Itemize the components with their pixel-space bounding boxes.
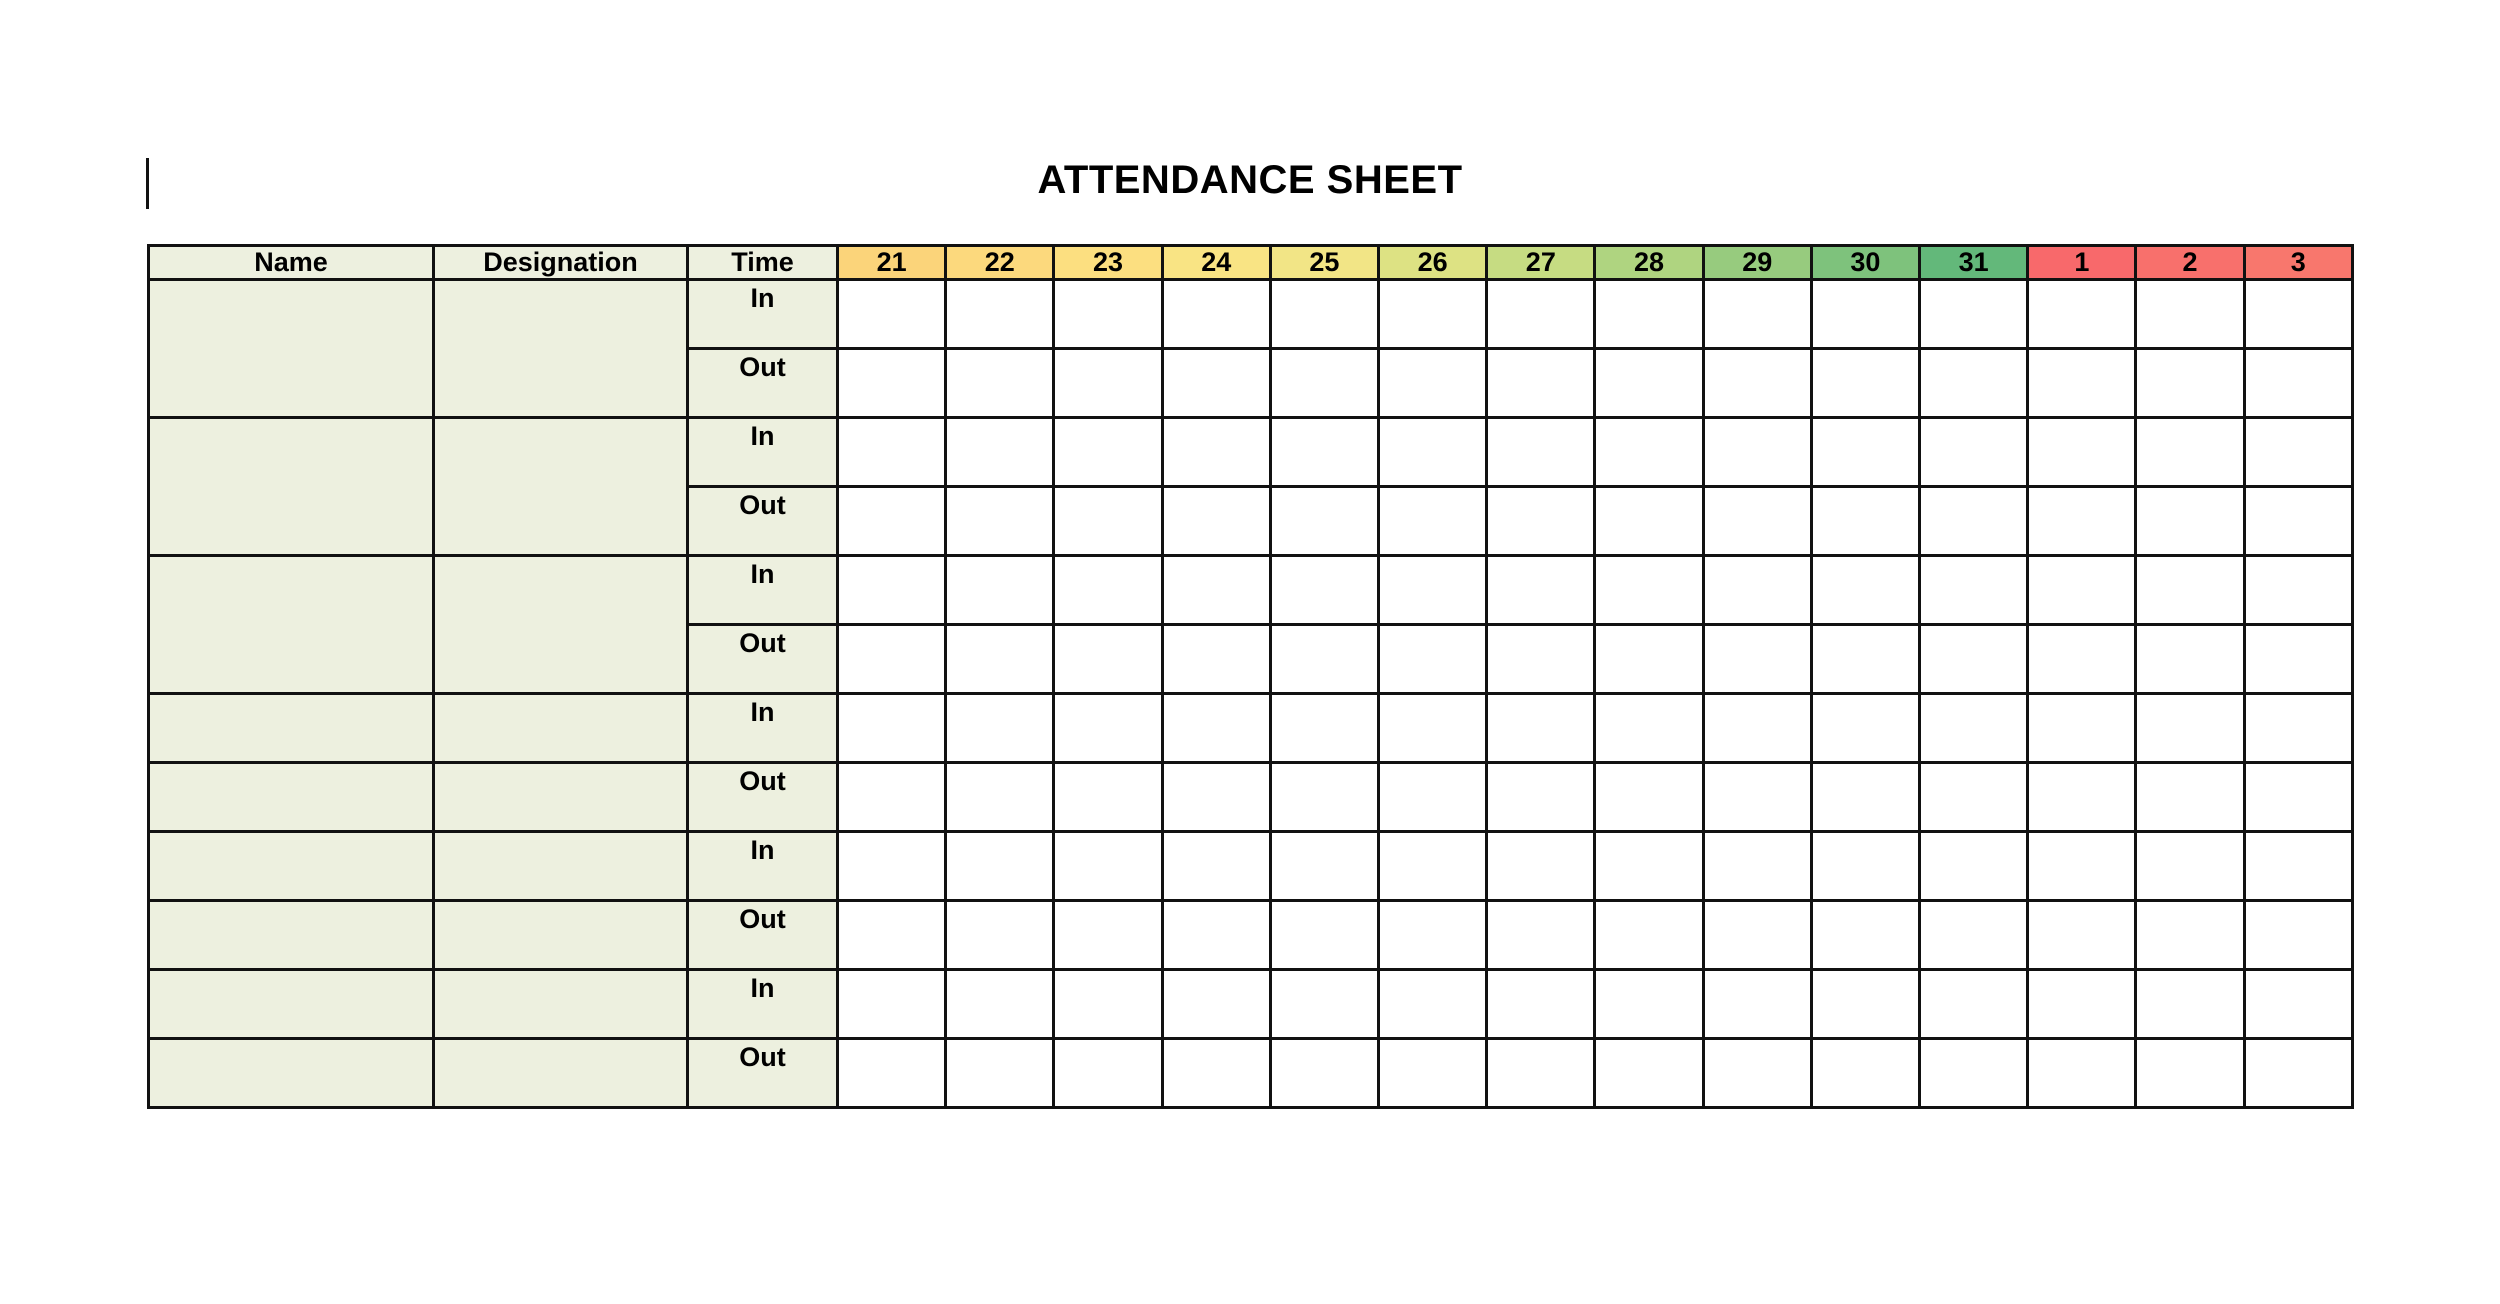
attendance-cell-27[interactable] xyxy=(1487,694,1595,763)
designation-cell[interactable] xyxy=(434,763,688,832)
header-day-29: 29 xyxy=(1703,246,1811,280)
attendance-cell-30[interactable] xyxy=(1811,418,1919,487)
attendance-cell-29[interactable] xyxy=(1703,763,1811,832)
attendance-cell-23[interactable] xyxy=(1054,418,1162,487)
attendance-cell-2[interactable] xyxy=(2136,487,2244,556)
attendance-cell-28[interactable] xyxy=(1595,487,1703,556)
name-cell[interactable] xyxy=(149,556,434,694)
header-day-28: 28 xyxy=(1595,246,1703,280)
attendance-cell-23[interactable] xyxy=(1054,487,1162,556)
attendance-cell-29[interactable] xyxy=(1703,418,1811,487)
time-out-label: Out xyxy=(688,1039,838,1108)
attendance-cell-1[interactable] xyxy=(2028,901,2136,970)
attendance-cell-27[interactable] xyxy=(1487,349,1595,418)
attendance-cell-31[interactable] xyxy=(1920,970,2028,1039)
attendance-cell-29[interactable] xyxy=(1703,625,1811,694)
attendance-cell-21[interactable] xyxy=(838,556,946,625)
attendance-cell-2[interactable] xyxy=(2136,832,2244,901)
attendance-cell-31[interactable] xyxy=(1920,418,2028,487)
attendance-cell-3[interactable] xyxy=(2244,625,2352,694)
attendance-cell-25[interactable] xyxy=(1270,970,1378,1039)
header-day-25: 25 xyxy=(1270,246,1378,280)
header-day-23: 23 xyxy=(1054,246,1162,280)
designation-cell[interactable] xyxy=(434,556,688,694)
header-designation: Designation xyxy=(434,246,688,280)
attendance-cell-1[interactable] xyxy=(2028,970,2136,1039)
attendance-cell-30[interactable] xyxy=(1811,694,1919,763)
attendance-cell-1[interactable] xyxy=(2028,625,2136,694)
attendance-cell-3[interactable] xyxy=(2244,694,2352,763)
attendance-cell-27[interactable] xyxy=(1487,418,1595,487)
attendance-cell-27[interactable] xyxy=(1487,901,1595,970)
attendance-cell-22[interactable] xyxy=(946,832,1054,901)
attendance-cell-26[interactable] xyxy=(1379,970,1487,1039)
attendance-cell-21[interactable] xyxy=(838,625,946,694)
attendance-cell-30[interactable] xyxy=(1811,832,1919,901)
header-day-22: 22 xyxy=(946,246,1054,280)
attendance-cell-22[interactable] xyxy=(946,487,1054,556)
header-day-21: 21 xyxy=(838,246,946,280)
header-day-26: 26 xyxy=(1379,246,1487,280)
attendance-cell-2[interactable] xyxy=(2136,970,2244,1039)
attendance-cell-2[interactable] xyxy=(2136,1039,2244,1108)
attendance-cell-30[interactable] xyxy=(1811,556,1919,625)
attendance-cell-26[interactable] xyxy=(1379,280,1487,349)
designation-cell[interactable] xyxy=(434,970,688,1039)
attendance-cell-30[interactable] xyxy=(1811,487,1919,556)
attendance-cell-26[interactable] xyxy=(1379,556,1487,625)
attendance-cell-22[interactable] xyxy=(946,349,1054,418)
attendance-cell-25[interactable] xyxy=(1270,694,1378,763)
attendance-cell-26[interactable] xyxy=(1379,1039,1487,1108)
attendance-cell-29[interactable] xyxy=(1703,694,1811,763)
attendance-cell-29[interactable] xyxy=(1703,1039,1811,1108)
attendance-cell-21[interactable] xyxy=(838,418,946,487)
attendance-cell-24[interactable] xyxy=(1162,418,1270,487)
attendance-cell-25[interactable] xyxy=(1270,418,1378,487)
attendance-cell-26[interactable] xyxy=(1379,694,1487,763)
time-in-label: In xyxy=(688,832,838,901)
time-in-label: In xyxy=(688,280,838,349)
attendance-cell-29[interactable] xyxy=(1703,556,1811,625)
time-in-label: In xyxy=(688,556,838,625)
header-name: Name xyxy=(149,246,434,280)
attendance-cell-2[interactable] xyxy=(2136,349,2244,418)
name-cell[interactable] xyxy=(149,694,434,763)
attendance-cell-21[interactable] xyxy=(838,1039,946,1108)
designation-cell[interactable] xyxy=(434,694,688,763)
attendance-cell-1[interactable] xyxy=(2028,349,2136,418)
attendance-cell-3[interactable] xyxy=(2244,901,2352,970)
table-row xyxy=(149,418,2353,487)
attendance-cell-28[interactable] xyxy=(1595,832,1703,901)
attendance-cell-21[interactable] xyxy=(838,832,946,901)
attendance-cell-24[interactable] xyxy=(1162,901,1270,970)
time-out-label: Out xyxy=(688,487,838,556)
attendance-cell-24[interactable] xyxy=(1162,349,1270,418)
attendance-cell-2[interactable] xyxy=(2136,556,2244,625)
attendance-cell-28[interactable] xyxy=(1595,280,1703,349)
attendance-cell-28[interactable] xyxy=(1595,970,1703,1039)
header-day-2: 2 xyxy=(2136,246,2244,280)
attendance-cell-23[interactable] xyxy=(1054,1039,1162,1108)
attendance-cell-3[interactable] xyxy=(2244,763,2352,832)
attendance-cell-26[interactable] xyxy=(1379,625,1487,694)
time-out-label: Out xyxy=(688,763,838,832)
attendance-cell-22[interactable] xyxy=(946,970,1054,1039)
table-row xyxy=(149,763,2353,832)
name-cell[interactable] xyxy=(149,970,434,1039)
attendance-cell-25[interactable] xyxy=(1270,556,1378,625)
attendance-cell-24[interactable] xyxy=(1162,487,1270,556)
attendance-cell-27[interactable] xyxy=(1487,970,1595,1039)
attendance-cell-1[interactable] xyxy=(2028,1039,2136,1108)
attendance-cell-27[interactable] xyxy=(1487,487,1595,556)
attendance-cell-25[interactable] xyxy=(1270,280,1378,349)
attendance-cell-31[interactable] xyxy=(1920,763,2028,832)
attendance-cell-31[interactable] xyxy=(1920,556,2028,625)
attendance-cell-22[interactable] xyxy=(946,556,1054,625)
attendance-cell-1[interactable] xyxy=(2028,280,2136,349)
attendance-cell-26[interactable] xyxy=(1379,487,1487,556)
attendance-cell-31[interactable] xyxy=(1920,625,2028,694)
time-out-label: Out xyxy=(688,349,838,418)
attendance-cell-30[interactable] xyxy=(1811,970,1919,1039)
attendance-cell-23[interactable] xyxy=(1054,349,1162,418)
designation-cell[interactable] xyxy=(434,1039,688,1108)
attendance-cell-31[interactable] xyxy=(1920,694,2028,763)
table-row xyxy=(149,694,2353,763)
attendance-cell-2[interactable] xyxy=(2136,763,2244,832)
time-out-label: Out xyxy=(688,625,838,694)
attendance-cell-24[interactable] xyxy=(1162,280,1270,349)
page-title: ATTENDANCE SHEET xyxy=(1037,158,1463,202)
attendance-cell-31[interactable] xyxy=(1920,832,2028,901)
attendance-cell-26[interactable] xyxy=(1379,901,1487,970)
name-cell[interactable] xyxy=(149,1039,434,1108)
attendance-cell-1[interactable] xyxy=(2028,694,2136,763)
attendance-cell-24[interactable] xyxy=(1162,625,1270,694)
attendance-cell-24[interactable] xyxy=(1162,694,1270,763)
designation-cell[interactable] xyxy=(434,418,688,556)
attendance-table xyxy=(147,244,2354,1109)
attendance-cell-3[interactable] xyxy=(2244,832,2352,901)
attendance-cell-23[interactable] xyxy=(1054,694,1162,763)
attendance-cell-25[interactable] xyxy=(1270,1039,1378,1108)
attendance-cell-27[interactable] xyxy=(1487,1039,1595,1108)
attendance-cell-31[interactable] xyxy=(1920,280,2028,349)
header-day-24: 24 xyxy=(1162,246,1270,280)
attendance-cell-30[interactable] xyxy=(1811,901,1919,970)
attendance-cell-25[interactable] xyxy=(1270,901,1378,970)
attendance-cell-1[interactable] xyxy=(2028,556,2136,625)
name-cell[interactable] xyxy=(149,763,434,832)
designation-cell[interactable] xyxy=(434,280,688,418)
table-row xyxy=(149,970,2353,1039)
attendance-cell-27[interactable] xyxy=(1487,625,1595,694)
time-out-label: Out xyxy=(688,901,838,970)
name-cell[interactable] xyxy=(149,280,434,418)
attendance-cell-29[interactable] xyxy=(1703,970,1811,1039)
attendance-cell-24[interactable] xyxy=(1162,763,1270,832)
attendance-cell-3[interactable] xyxy=(2244,349,2352,418)
attendance-cell-3[interactable] xyxy=(2244,487,2352,556)
time-in-label: In xyxy=(688,970,838,1039)
attendance-cell-25[interactable] xyxy=(1270,763,1378,832)
attendance-cell-26[interactable] xyxy=(1379,763,1487,832)
attendance-cell-21[interactable] xyxy=(838,970,946,1039)
attendance-cell-27[interactable] xyxy=(1487,763,1595,832)
attendance-cell-29[interactable] xyxy=(1703,832,1811,901)
attendance-cell-3[interactable] xyxy=(2244,280,2352,349)
header-day-1: 1 xyxy=(2028,246,2136,280)
attendance-cell-2[interactable] xyxy=(2136,418,2244,487)
attendance-cell-29[interactable] xyxy=(1703,349,1811,418)
attendance-cell-25[interactable] xyxy=(1270,487,1378,556)
table-row xyxy=(149,280,2353,349)
attendance-cell-23[interactable] xyxy=(1054,832,1162,901)
attendance-cell-23[interactable] xyxy=(1054,901,1162,970)
attendance-cell-21[interactable] xyxy=(838,901,946,970)
attendance-cell-22[interactable] xyxy=(946,280,1054,349)
designation-cell[interactable] xyxy=(434,832,688,901)
attendance-cell-26[interactable] xyxy=(1379,349,1487,418)
attendance-cell-23[interactable] xyxy=(1054,556,1162,625)
table-row xyxy=(149,832,2353,901)
attendance-cell-25[interactable] xyxy=(1270,832,1378,901)
attendance-cell-31[interactable] xyxy=(1920,1039,2028,1108)
time-in-label: In xyxy=(688,694,838,763)
attendance-cell-30[interactable] xyxy=(1811,763,1919,832)
attendance-cell-24[interactable] xyxy=(1162,970,1270,1039)
attendance-cell-3[interactable] xyxy=(2244,418,2352,487)
attendance-cell-23[interactable] xyxy=(1054,763,1162,832)
attendance-cell-27[interactable] xyxy=(1487,832,1595,901)
attendance-cell-22[interactable] xyxy=(946,625,1054,694)
table-row xyxy=(149,901,2353,970)
attendance-cell-31[interactable] xyxy=(1920,487,2028,556)
attendance-cell-28[interactable] xyxy=(1595,556,1703,625)
attendance-cell-22[interactable] xyxy=(946,418,1054,487)
attendance-cell-22[interactable] xyxy=(946,694,1054,763)
attendance-cell-29[interactable] xyxy=(1703,280,1811,349)
attendance-cell-23[interactable] xyxy=(1054,625,1162,694)
attendance-cell-30[interactable] xyxy=(1811,1039,1919,1108)
attendance-cell-28[interactable] xyxy=(1595,901,1703,970)
header-time: Time xyxy=(688,246,838,280)
attendance-cell-22[interactable] xyxy=(946,763,1054,832)
header-day-3: 3 xyxy=(2244,246,2352,280)
attendance-cell-2[interactable] xyxy=(2136,625,2244,694)
table-row xyxy=(149,1039,2353,1108)
attendance-cell-21[interactable] xyxy=(838,349,946,418)
attendance-cell-28[interactable] xyxy=(1595,763,1703,832)
header-day-27: 27 xyxy=(1487,246,1595,280)
attendance-cell-3[interactable] xyxy=(2244,556,2352,625)
attendance-cell-23[interactable] xyxy=(1054,280,1162,349)
attendance-cell-26[interactable] xyxy=(1379,832,1487,901)
attendance-cell-29[interactable] xyxy=(1703,901,1811,970)
attendance-cell-27[interactable] xyxy=(1487,556,1595,625)
table-row xyxy=(149,556,2353,625)
attendance-cell-25[interactable] xyxy=(1270,349,1378,418)
attendance-cell-31[interactable] xyxy=(1920,349,2028,418)
attendance-cell-25[interactable] xyxy=(1270,625,1378,694)
attendance-cell-31[interactable] xyxy=(1920,901,2028,970)
attendance-cell-1[interactable] xyxy=(2028,487,2136,556)
attendance-cell-24[interactable] xyxy=(1162,556,1270,625)
attendance-cell-29[interactable] xyxy=(1703,487,1811,556)
attendance-cell-21[interactable] xyxy=(838,487,946,556)
attendance-cell-2[interactable] xyxy=(2136,901,2244,970)
attendance-cell-30[interactable] xyxy=(1811,625,1919,694)
attendance-cell-3[interactable] xyxy=(2244,1039,2352,1108)
attendance-cell-24[interactable] xyxy=(1162,832,1270,901)
name-cell[interactable] xyxy=(149,901,434,970)
attendance-cell-22[interactable] xyxy=(946,901,1054,970)
attendance-cell-21[interactable] xyxy=(838,280,946,349)
attendance-cell-28[interactable] xyxy=(1595,349,1703,418)
attendance-cell-1[interactable] xyxy=(2028,832,2136,901)
header-day-30: 30 xyxy=(1811,246,1919,280)
attendance-cell-2[interactable] xyxy=(2136,280,2244,349)
attendance-cell-23[interactable] xyxy=(1054,970,1162,1039)
attendance-cell-30[interactable] xyxy=(1811,349,1919,418)
attendance-cell-27[interactable] xyxy=(1487,280,1595,349)
attendance-cell-28[interactable] xyxy=(1595,625,1703,694)
name-cell[interactable] xyxy=(149,418,434,556)
designation-cell[interactable] xyxy=(434,901,688,970)
attendance-cell-2[interactable] xyxy=(2136,694,2244,763)
attendance-cell-3[interactable] xyxy=(2244,970,2352,1039)
attendance-cell-21[interactable] xyxy=(838,763,946,832)
name-cell[interactable] xyxy=(149,832,434,901)
attendance-cell-26[interactable] xyxy=(1379,418,1487,487)
attendance-cell-21[interactable] xyxy=(838,694,946,763)
attendance-cell-28[interactable] xyxy=(1595,1039,1703,1108)
attendance-cell-1[interactable] xyxy=(2028,763,2136,832)
attendance-cell-22[interactable] xyxy=(946,1039,1054,1108)
attendance-cell-28[interactable] xyxy=(1595,418,1703,487)
attendance-cell-1[interactable] xyxy=(2028,418,2136,487)
time-in-label: In xyxy=(688,418,838,487)
header-day-31: 31 xyxy=(1920,246,2028,280)
attendance-cell-30[interactable] xyxy=(1811,280,1919,349)
attendance-cell-28[interactable] xyxy=(1595,694,1703,763)
attendance-cell-24[interactable] xyxy=(1162,1039,1270,1108)
